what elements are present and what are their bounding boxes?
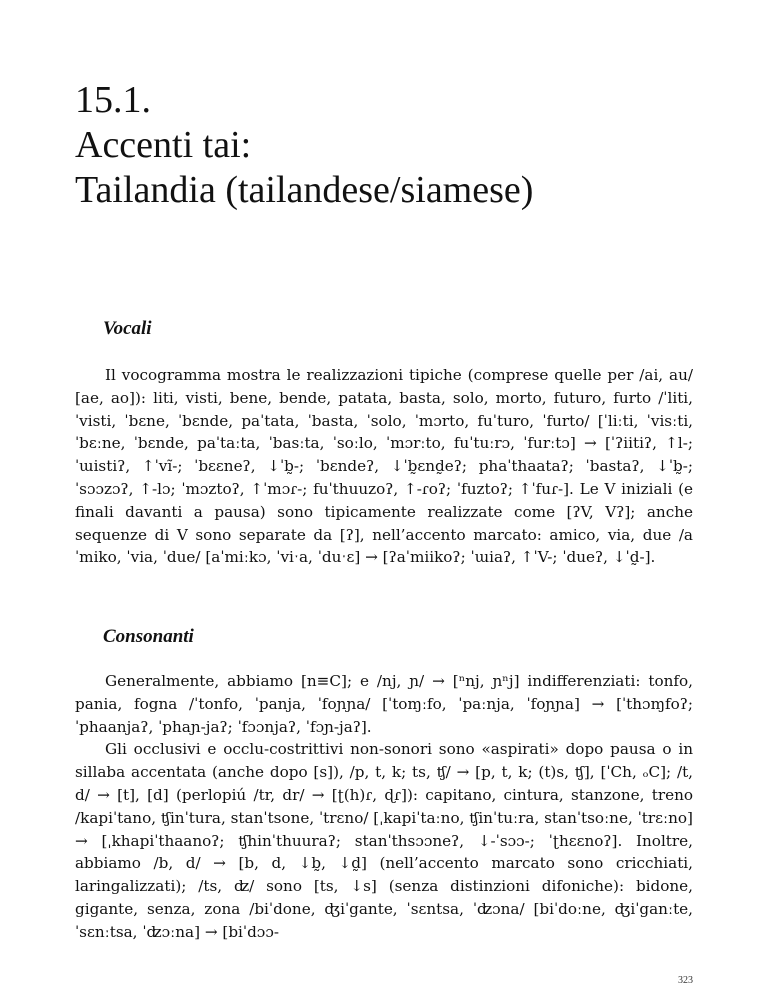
chapter-title-line: Accenti tai: <box>75 124 252 166</box>
paragraph: Gli occlusivi e occlu-costrittivi non-sonori sono «aspirati» dopo pausa o in sillaba accentata (anche dopo [s]), /p, t, k; ts, ʧ/ → [p, t, k; (t)s, ʧ], [ˈCh, ₒC]; /t, d/ → [t], [d] (perlopiú /tr, dr/ → [ʈ(h)ɾ, ɖɾ]): capitano, cintura, stanzone, treno /kapiˈtano, ʧinˈtura, stanˈtsone, ˈtrɛno/ [ˌkapiˈtaːno, ʧinˈtuːra, stanˈtsoːne, ˈtrɛːno] → [ˌkhapiˈthaanoʔ; ʧhinˈthuuraʔ; stanˈthsɔɔneʔ, ↓-ˈsɔɔ-; ˈʈhɛɛnoʔ]. Inoltre, abbiamo /b, d/ → [b, d, ↓b̰, ↓d̰] (nell’accento marcato sono cricchiati, laringalizzati); /ts, ʣ/ sono [ts, ↓s] (senza distinzioni difoniche): bidone, gigante, senza, zona /biˈdone, ʤiˈgante, ˈsɛntsa, ˈʣɔna/ [biˈdoːne, ʤiˈganːte, ˈsɛnːtsa, ˈʣɔːna] → [biˈdɔɔ- <box>75 740 693 941</box>
chapter-title-line: 15.1. <box>75 79 151 121</box>
paragraph: Generalmente, abbiamo [n≡C]; e /nj, ɲ/ → [ⁿnj, ɲⁿj] indifferenziati: tonfo, pania, fogna /ˈtonfo, ˈpanja, ˈfoɲɲa/ [ˈtoɱːfo, ˈpaːnja, ˈfoɲɲa] → [ˈthɔɱfoʔ; ˈphaanjaʔ, ˈphaɲ-jaʔ; ˈfɔɔnjaʔ, ˈfɔɲ-jaʔ]. <box>75 672 693 736</box>
section-body-vocali <box>75 364 693 569</box>
chapter-title <box>75 78 533 213</box>
page-number: 323 <box>678 975 693 986</box>
section-body-consonanti <box>75 670 693 944</box>
section-heading-vocali: Vocali <box>103 318 152 339</box>
paragraph: Il vocogramma mostra le realizzazioni tipiche (comprese quelle per /ai, au/ [ae, ao]): liti, visti, bene, bende, patata, basta, solo, morto, futuro, furto /ˈliti, ˈvisti, ˈbɛne, ˈbɛnde, paˈtata, ˈbasta, ˈsolo, ˈmɔrto, fuˈturo, ˈfurto/ [ˈliːti, ˈvisːti, ˈbɛːne, ˈbɛnde, paˈtaːta, ˈbasːta, ˈsoːlo, ˈmɔrːto, fuˈtuːrɔ, ˈfurːtɔ] → [ˈʔiitiʔ, ↑l-; ˈɯistiʔ, ↑ˈvĩ-; ˈbɛɛneʔ, ↓ˈb̰-; ˈbɛndeʔ, ↓ˈb̰ɛnd̰eʔ; phaˈthaataʔ; ˈbastaʔ, ↓ˈb̰-; ˈsɔɔzɔʔ, ↑-lɔ; ˈmɔztoʔ, ↑ˈmɔɾ-; fuˈthuuzoʔ, ↑-ɾoʔ; ˈfuztoʔ; ↑ˈfuɾ-]. Le V iniziali (e finali davanti a pausa) sono tipicamente realizzate come [ʔV, Vʔ]; anche sequenze di V sono separate da [ʔ], nell’accento marcato: amico, via, due /aˈmiko, ˈvia, ˈdue/ [aˈmiːkɔ, ˈviˑa, ˈduˑɛ] → [ʔaˈmiikoʔ; ˈɯiaʔ, ↑ˈV-; ˈdueʔ, ↓ˈd̰-]. <box>75 366 693 567</box>
chapter-title-line: Tailandia (tailandese/siamese) <box>75 169 534 211</box>
section-heading-consonanti: Consonanti <box>103 626 194 647</box>
